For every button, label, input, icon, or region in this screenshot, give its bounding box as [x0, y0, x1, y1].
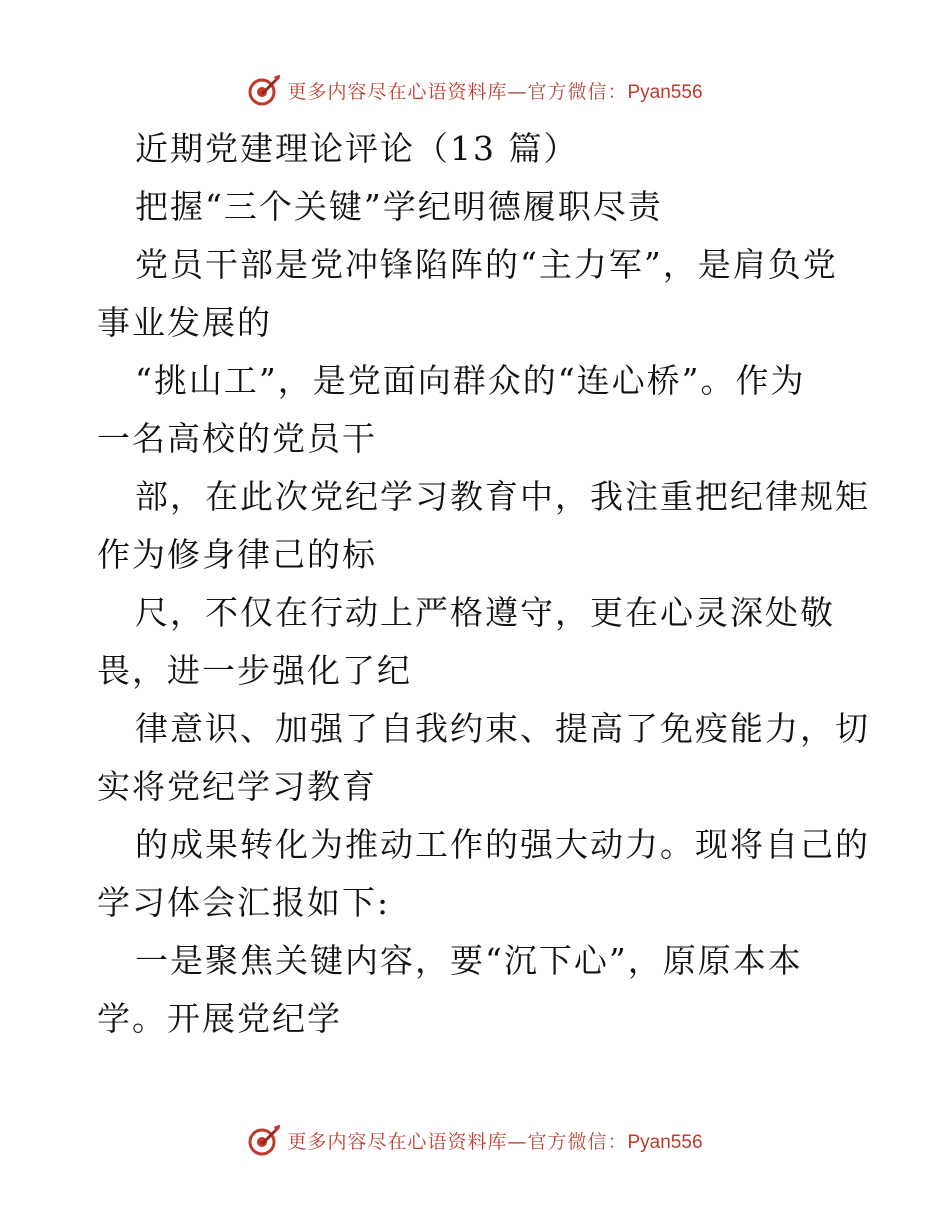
paragraph-line: 的成果转化为推动工作的强大动力。现将自己的 — [135, 825, 870, 864]
paragraph-line: 一是聚焦关键内容，要“沉下心”，原原本本 — [135, 941, 803, 980]
document-body — [97, 120, 870, 1048]
paragraph-line: 畏，进一步强化了纪 — [97, 651, 412, 690]
paragraph-line: 事业发展的 — [97, 303, 272, 342]
paragraph-line: 学。开展党纪学 — [97, 999, 342, 1038]
footer-banner — [0, 1120, 950, 1160]
paragraph-line: 律意识、加强了自我约束、提高了免疫能力，切 — [135, 709, 870, 748]
banner-text — [287, 1127, 702, 1154]
quill-seal-icon — [247, 73, 281, 107]
paragraph-line: 实将党纪学习教育 — [97, 767, 377, 806]
paragraph-line: 部，在此次党纪学习教育中，我注重把纪律规矩 — [135, 477, 870, 516]
paragraph-line: 作为修身律己的标 — [97, 535, 377, 574]
header-banner — [0, 70, 950, 110]
paragraph-line: 学习体会汇报如下: — [97, 883, 391, 922]
paragraph-line: “挑山工”，是党面向群众的“连心桥”。作为 — [135, 361, 806, 400]
banner-dash: — — [507, 80, 528, 103]
banner-brand: 更多内容尽在心语资料库 — [287, 80, 508, 103]
banner-brand: 更多内容尽在心语资料库 — [287, 1130, 508, 1153]
banner-dash: — — [507, 1130, 528, 1153]
banner-text — [287, 77, 702, 104]
quill-seal-icon — [247, 1123, 281, 1157]
document-subtitle: 把握“三个关键”学纪明德履职尽责 — [135, 187, 663, 226]
paragraph-line: 党员干部是党冲锋陷阵的“主力军”，是肩负党 — [135, 245, 838, 284]
banner-label: 官方微信： — [527, 80, 628, 103]
paragraph-line: 尺，不仅在行动上严格遵守，更在心灵深处敬 — [135, 593, 835, 632]
banner-wechat-id: Pyan556 — [627, 1131, 703, 1153]
paragraph-line: 一名高校的党员干 — [97, 419, 377, 458]
document-title: 近期党建理论评论（13 篇） — [135, 129, 579, 168]
banner-wechat-id: Pyan556 — [627, 81, 703, 103]
banner-label: 官方微信： — [527, 1130, 628, 1153]
